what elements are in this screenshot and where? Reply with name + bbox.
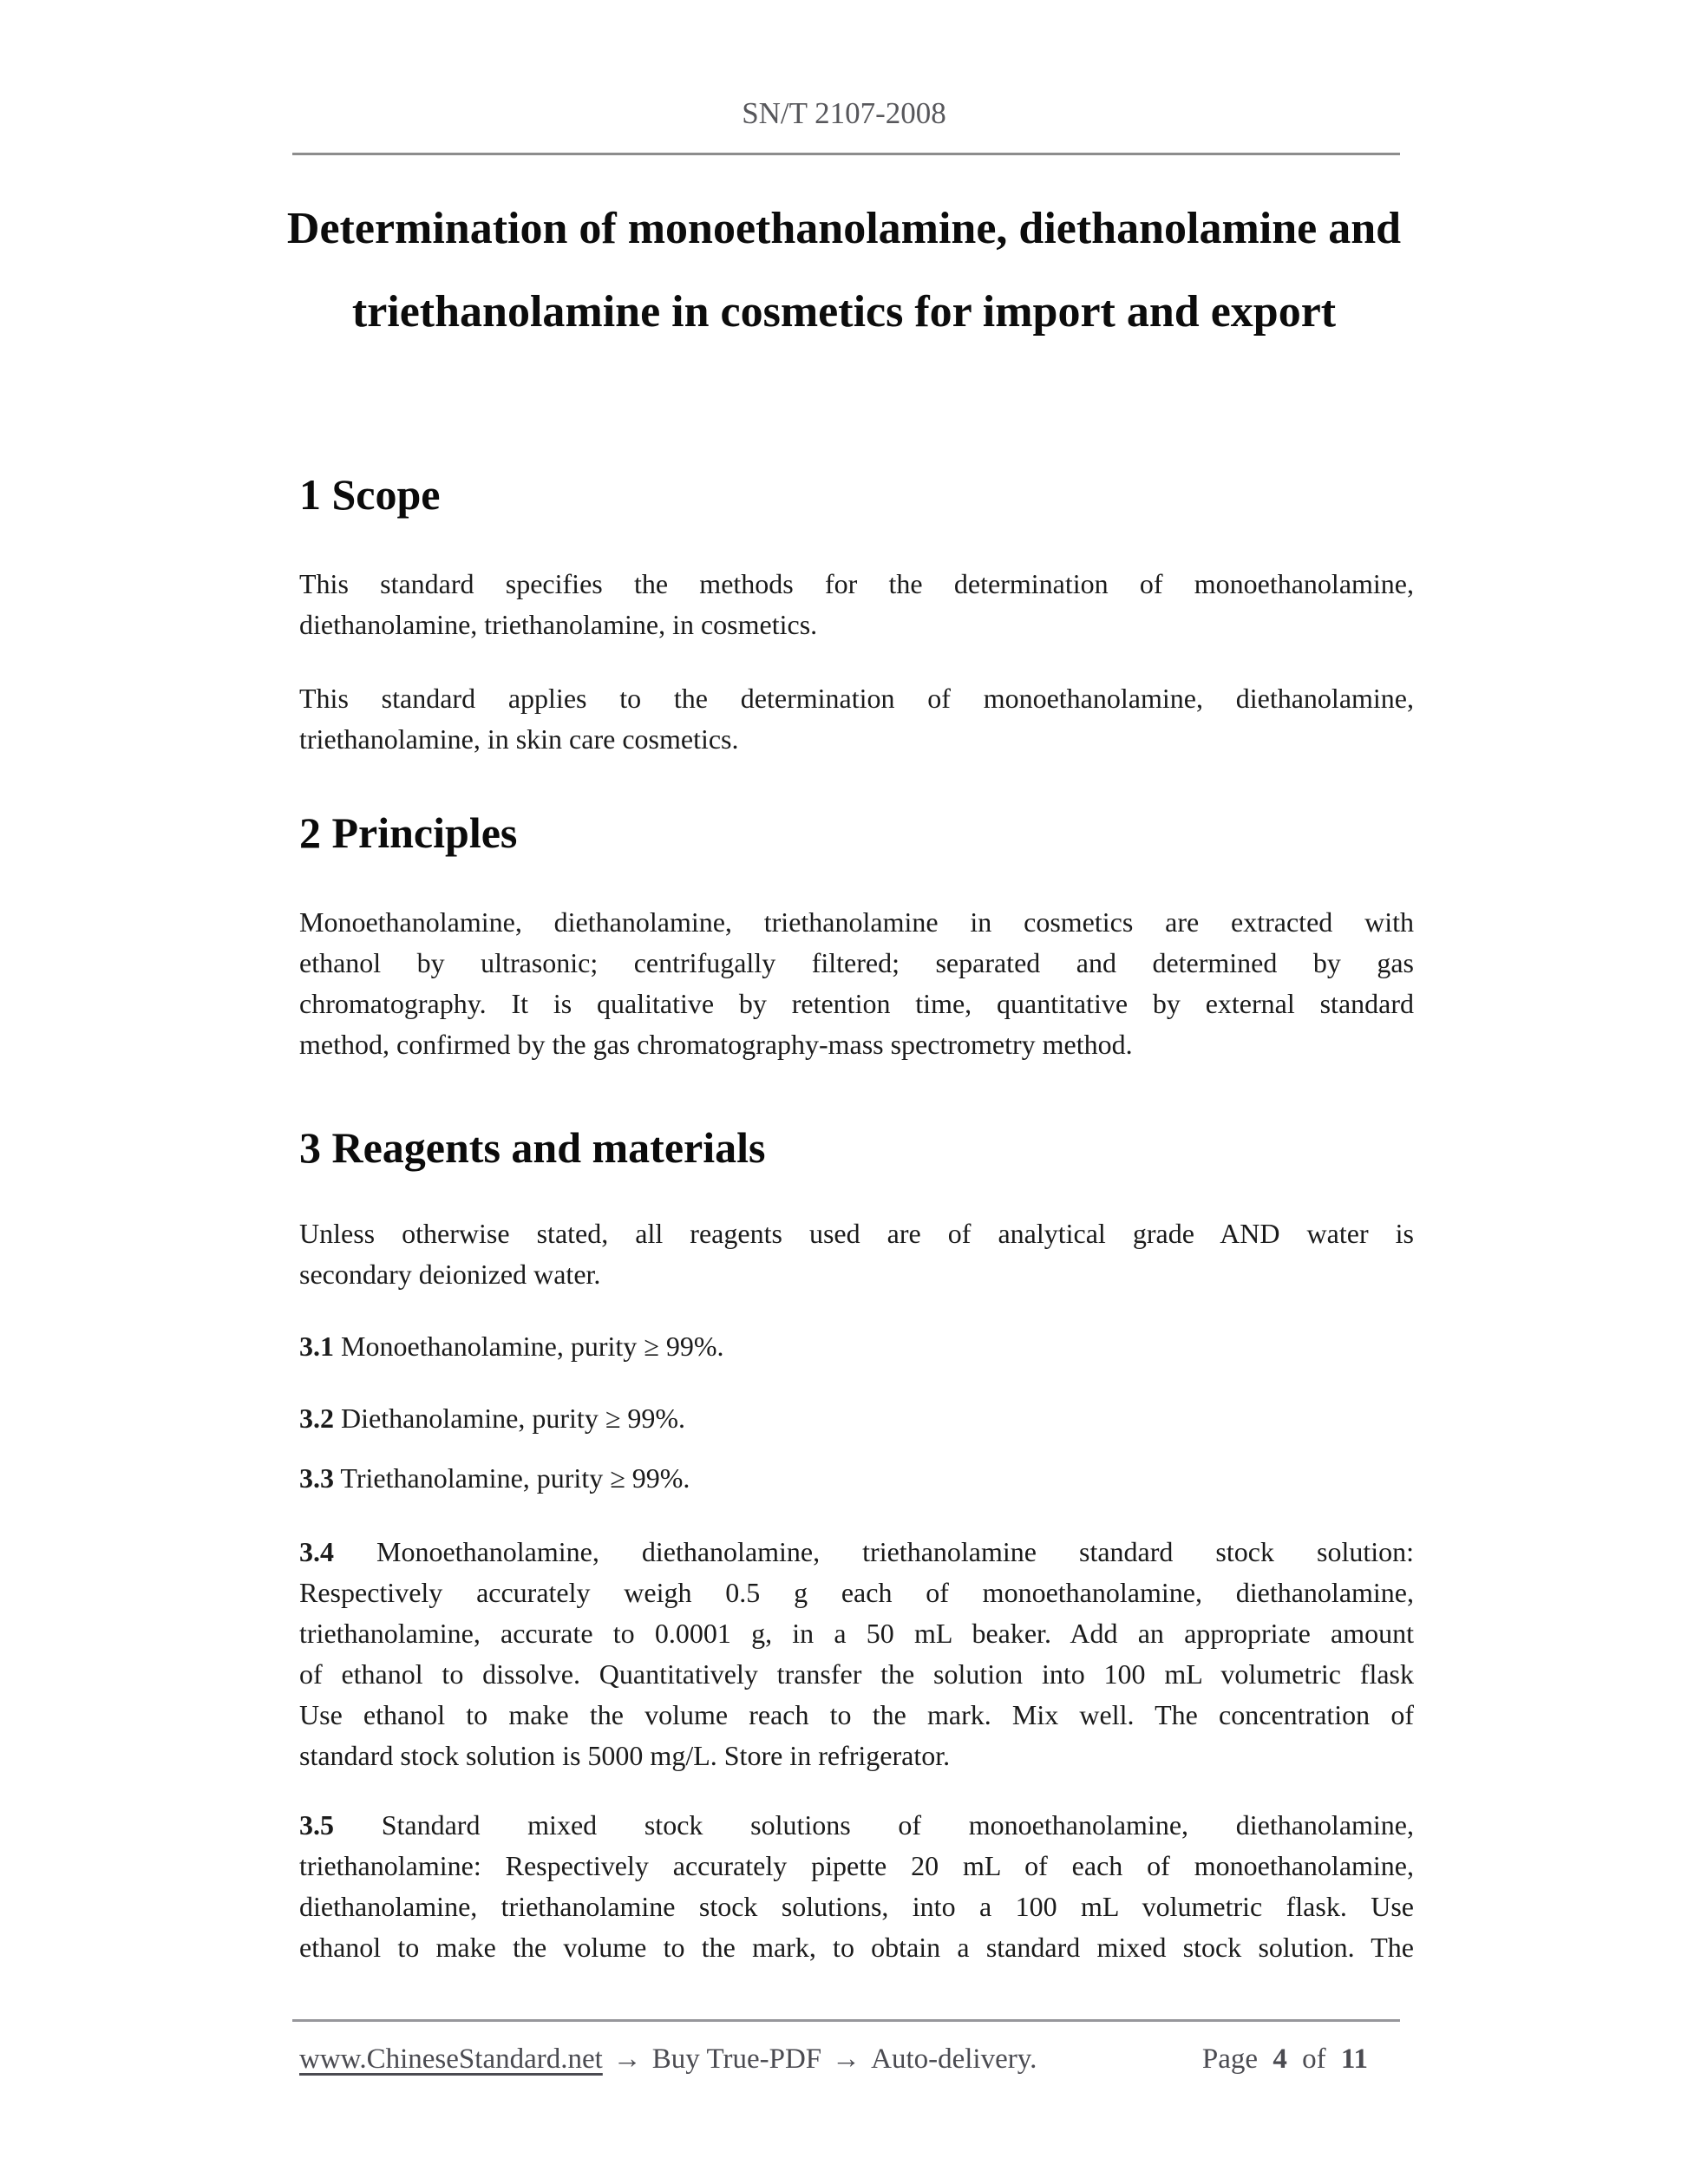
footer-page-current: 4 xyxy=(1273,2043,1287,2075)
text-line: method, confirmed by the gas chromatography-mass spectrometry method. xyxy=(299,1029,1133,1060)
header-doc-number: SN/T 2107-2008 xyxy=(742,96,946,130)
paragraph-scope-1 xyxy=(299,564,1414,645)
text-line: This standard applies to the determination of monoethanolamine, diethanolamine, xyxy=(299,683,1414,714)
text-line: of ethanol to dissolve. Quantitatively transfer the solution into 100 mL volumetric flask xyxy=(299,1658,1414,1690)
text-line: triethanolamine, in skin care cosmetics. xyxy=(299,723,739,755)
text-line: triethanolamine: Respectively accurately pipette 20 mL of each of monoethanolamine, xyxy=(299,1850,1414,1881)
text-line: 3.5 Standard mixed stock solutions of monoethanolamine, diethanolamine, xyxy=(299,1809,1414,1841)
paragraph-principles xyxy=(299,902,1414,1065)
document-title-line-2: triethanolamine in cosmetics for import and export xyxy=(351,287,1337,337)
footer-site-link[interactable]: www.ChineseStandard.net xyxy=(299,2043,603,2075)
reagent-item-3-3 xyxy=(299,1458,1414,1499)
footer-of-label: of xyxy=(1302,2043,1326,2075)
text-line: ethanol by ultrasonic; centrifugally filtered; separated and determined by gas xyxy=(299,947,1414,978)
reagent-item-3-1 xyxy=(299,1326,1414,1367)
header-divider xyxy=(292,153,1400,155)
section-heading-reagents: 3 Reagents and materials xyxy=(299,1123,766,1172)
reagent-item-3-4 xyxy=(299,1532,1414,1776)
arrow-right-icon: → xyxy=(832,2043,861,2075)
reagent-item-3-5 xyxy=(299,1805,1414,1968)
document-title-line-1: Determination of monoethanolamine, diethanolamine and xyxy=(286,204,1402,253)
text-line: Monoethanolamine, diethanolamine, triethanolamine in cosmetics are extracted with xyxy=(299,906,1414,938)
document-title xyxy=(286,187,1402,354)
text-line: 3.4 Monoethanolamine, diethanolamine, triethanolamine standard stock solution: xyxy=(299,1536,1414,1567)
footer-page-info xyxy=(1202,2040,1368,2078)
item-number: 3.3 xyxy=(299,1462,334,1494)
text-line: 3.2 Diethanolamine, purity ≥ 99%. xyxy=(299,1403,686,1434)
text-line: triethanolamine, accurate to 0.0001 g, in a 50 mL beaker. Add an appropriate amount xyxy=(299,1618,1414,1649)
reagent-item-3-2 xyxy=(299,1398,1414,1439)
item-number: 3.4 xyxy=(299,1536,334,1567)
footer-delivery-text: Auto-delivery. xyxy=(871,2043,1037,2075)
footer-divider xyxy=(292,2019,1400,2022)
item-number: 3.2 xyxy=(299,1403,334,1434)
text-line: 3.3 Triethanolamine, purity ≥ 99%. xyxy=(299,1462,690,1494)
text-line: secondary deionized water. xyxy=(299,1259,601,1290)
section-heading-scope: 1 Scope xyxy=(299,470,441,519)
text-line: diethanolamine, triethanolamine stock solutions, into a 100 mL volumetric flask. Use xyxy=(299,1891,1414,1922)
footer-buy-text: Buy True-PDF xyxy=(651,2043,822,2075)
footer-source-line xyxy=(299,2040,1037,2078)
page-footer xyxy=(299,2040,1414,2078)
text-line: standard stock solution is 5000 mg/L. Store in refrigerator. xyxy=(299,1740,951,1771)
section-heading-principles: 2 Principles xyxy=(299,808,518,857)
arrow-right-icon: → xyxy=(612,2043,642,2075)
item-number: 3.1 xyxy=(299,1331,334,1362)
item-number: 3.5 xyxy=(299,1809,334,1841)
footer-page-total: 11 xyxy=(1340,2043,1368,2075)
text-line: ethanol to make the volume to the mark, to obtain a standard mixed stock solution. The xyxy=(299,1932,1414,1963)
paragraph-reagents-intro xyxy=(299,1213,1414,1295)
text-line: 3.1 Monoethanolamine, purity ≥ 99%. xyxy=(299,1331,724,1362)
text-line: chromatography. It is qualitative by retention time, quantitative by external standard xyxy=(299,988,1414,1019)
text-line: Unless otherwise stated, all reagents used are of analytical grade AND water is xyxy=(299,1218,1414,1249)
text-line: This standard specifies the methods for the determination of monoethanolamine, xyxy=(299,568,1414,599)
text-line: diethanolamine, triethanolamine, in cosmetics. xyxy=(299,609,818,640)
paragraph-scope-2 xyxy=(299,678,1414,760)
footer-page-label: Page xyxy=(1201,2043,1259,2075)
text-line: Use ethanol to make the volume reach to the mark. Mix well. The concentration of xyxy=(299,1699,1414,1730)
text-line: Respectively accurately weigh 0.5 g each of monoethanolamine, diethanolamine, xyxy=(299,1577,1414,1608)
